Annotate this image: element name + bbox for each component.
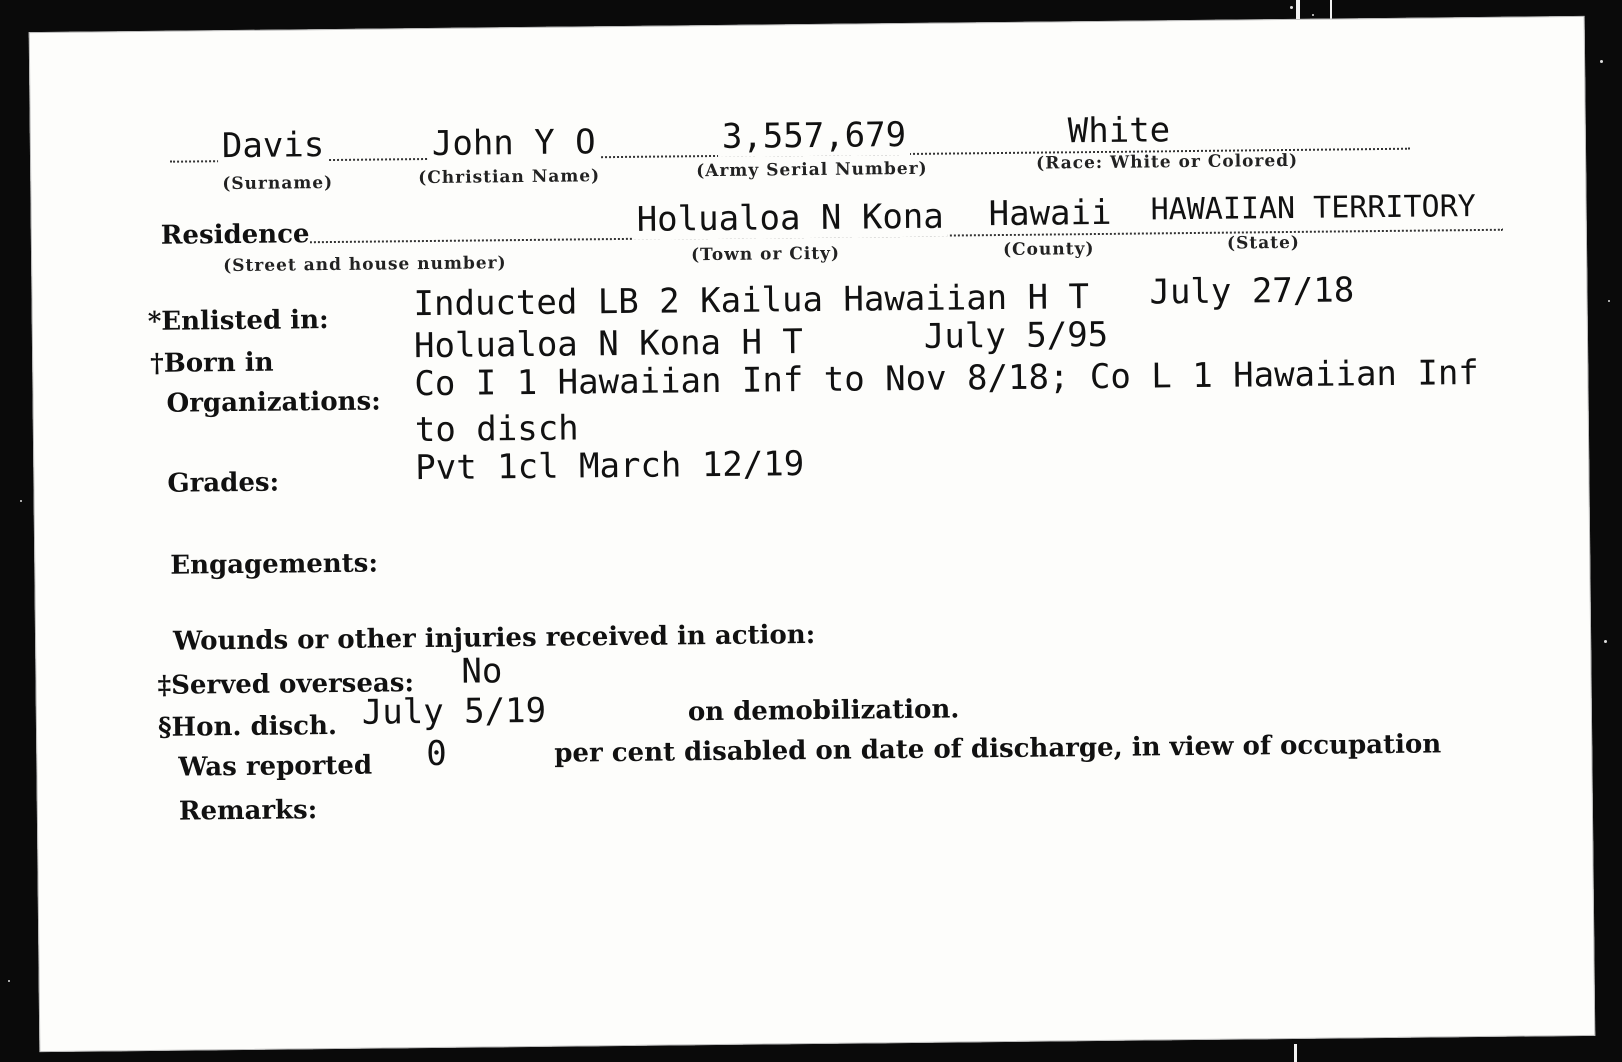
served-overseas-label: ‡Served overseas: xyxy=(157,668,415,701)
disability-percent-value: 0 xyxy=(426,733,447,775)
born-label: †Born in xyxy=(150,347,274,379)
honorable-discharge-value: July 5/19 xyxy=(361,690,547,733)
organizations-line-2: to disch xyxy=(414,408,579,451)
discharge-suffix: on demobilization. xyxy=(687,694,960,728)
wounds-label: Wounds or other injuries received in action: xyxy=(172,619,816,657)
surname-value: Davis xyxy=(218,125,329,166)
born-value: Holualoa N Kona H T xyxy=(413,322,804,367)
christian-name-value: John Y O xyxy=(428,122,600,164)
honorable-discharge-label: §Hon. disch. xyxy=(157,710,338,743)
residence-town-value: Holualoa N Kona xyxy=(632,197,947,240)
race-value: White xyxy=(1064,110,1175,151)
organizations-label: Organizations: xyxy=(166,386,381,419)
served-overseas-value: No xyxy=(461,651,503,692)
residence-label: Residence xyxy=(160,219,310,251)
born-date: July 5/95 xyxy=(923,314,1109,357)
record-card xyxy=(29,16,1596,1052)
state-caption: (State) xyxy=(1226,232,1300,254)
enlisted-date: July 27/18 xyxy=(1149,270,1355,313)
reported-label: Was reported xyxy=(178,750,373,783)
grades-value: Pvt 1cl March 12/19 xyxy=(415,444,805,489)
residence-county-value: Hawaii xyxy=(984,193,1115,234)
residence-state-value: HAWAIIAN TERRITORY xyxy=(1150,189,1476,228)
county-caption: (County) xyxy=(1002,239,1095,260)
street-caption: (Street and house number) xyxy=(223,253,507,277)
disability-suffix: per cent disabled on date of discharge, in view of occupation xyxy=(554,729,1442,769)
engagements-label: Engagements: xyxy=(170,548,379,581)
town-caption: (Town or City) xyxy=(690,243,841,266)
remarks-label: Remarks: xyxy=(178,795,318,827)
serial-number-value: 3,557,679 xyxy=(718,115,911,157)
organizations-line-1: Co I 1 Hawaiian Inf to Nov 8/18; Co L 1 Hawaiian Inf xyxy=(414,353,1479,405)
enlisted-label: *Enlisted in: xyxy=(147,305,329,337)
enlisted-value: Inducted LB 2 Kailua Hawaiian H T xyxy=(413,277,1090,325)
christian-name-caption: (Christian Name) xyxy=(418,166,601,189)
serial-number-caption: (Army Serial Number) xyxy=(696,158,928,182)
surname-caption: (Surname) xyxy=(222,172,334,195)
grades-label: Grades: xyxy=(167,467,280,499)
race-caption: (Race: White or Colored) xyxy=(1036,150,1299,174)
